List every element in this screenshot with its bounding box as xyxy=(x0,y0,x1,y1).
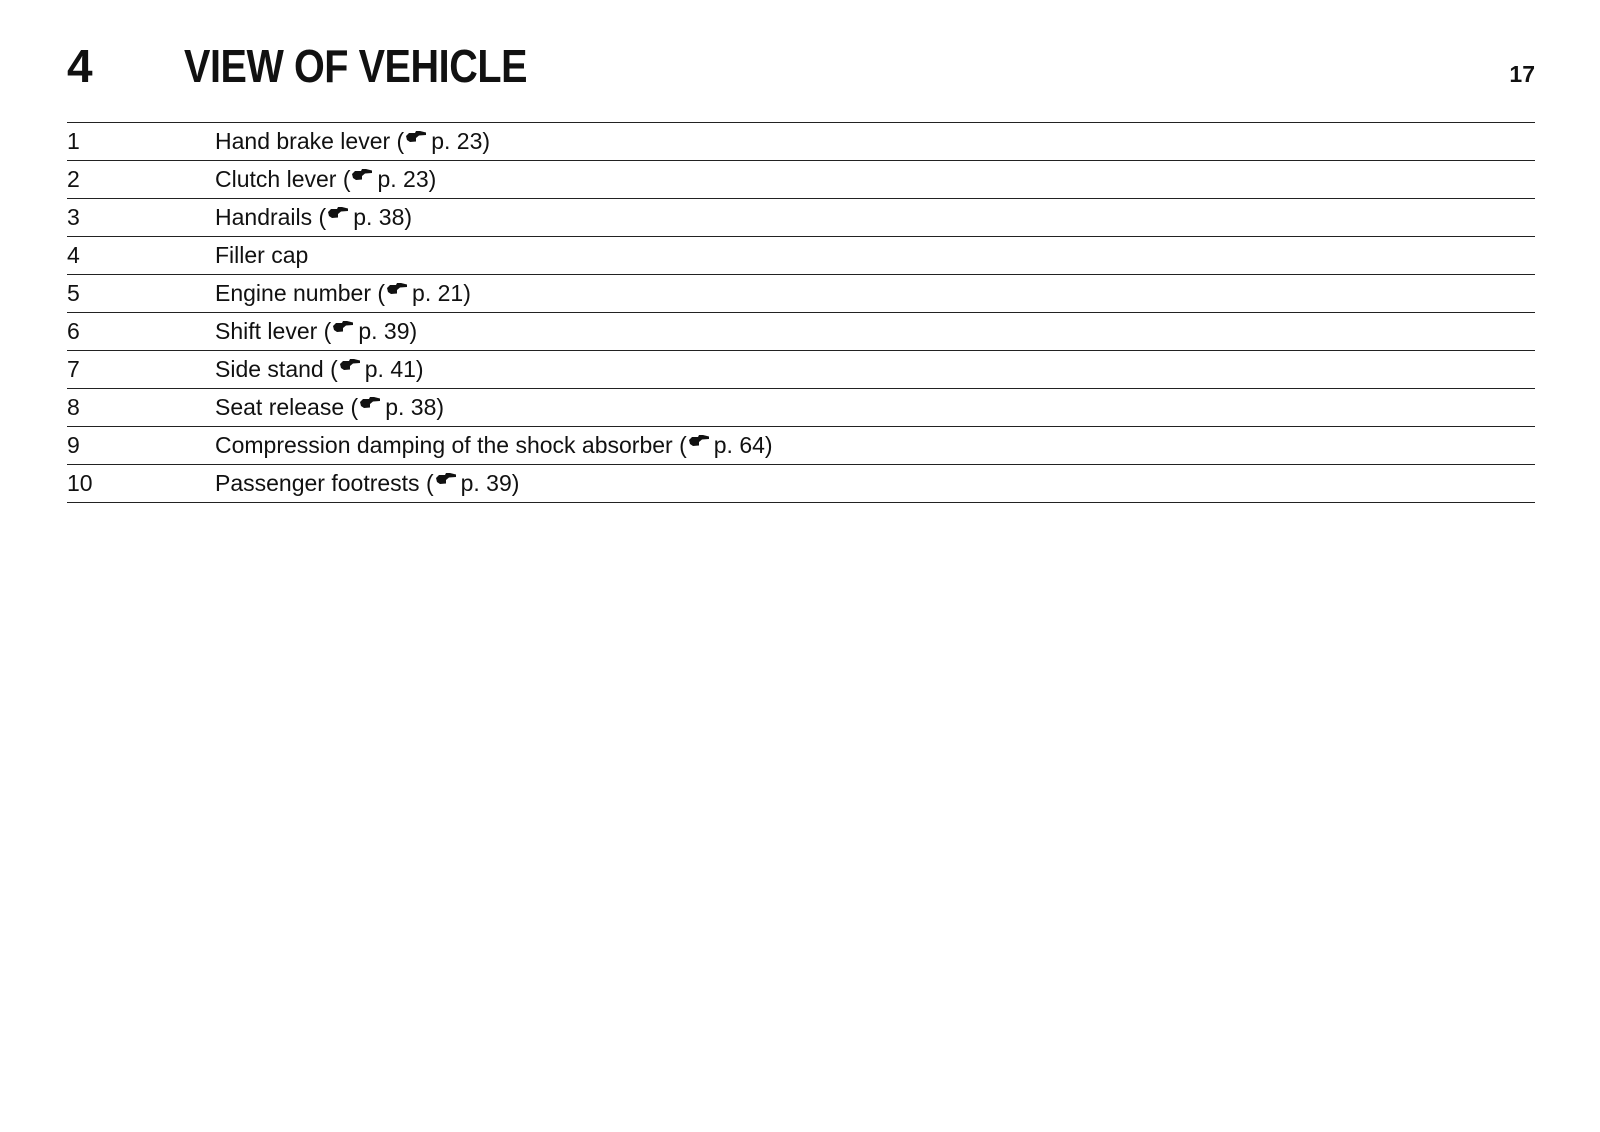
legend-row xyxy=(67,313,1535,351)
legend-row xyxy=(67,427,1535,465)
page-reference-link[interactable]: p. 21) xyxy=(412,280,471,306)
legend-row xyxy=(67,389,1535,427)
page-header xyxy=(67,36,1535,96)
pointing-hand-icon xyxy=(386,282,408,296)
legend-number: 10 xyxy=(67,470,93,496)
legend-text xyxy=(215,123,490,160)
legend-table xyxy=(67,122,1535,503)
legend-number: 5 xyxy=(67,280,80,306)
pointing-hand-icon xyxy=(339,358,361,372)
legend-row xyxy=(67,237,1535,275)
legend-label: Handrails ( xyxy=(215,204,327,230)
legend-label: Passenger footrests ( xyxy=(215,470,434,496)
legend-text xyxy=(215,237,308,274)
legend-row xyxy=(67,351,1535,389)
legend-row xyxy=(67,123,1535,161)
page-reference-link[interactable]: p. 64) xyxy=(713,432,773,458)
legend-label: Clutch lever ( xyxy=(215,166,351,192)
page-reference-link[interactable]: p. 39) xyxy=(460,470,520,496)
legend-text xyxy=(215,313,417,350)
page-reference-link[interactable]: p. 38) xyxy=(353,204,413,230)
legend-number: 3 xyxy=(67,204,80,230)
legend-number: 9 xyxy=(67,432,80,458)
chapter-number: 4 xyxy=(67,40,93,92)
page-reference-link[interactable]: p. 23) xyxy=(431,128,491,154)
legend-number: 8 xyxy=(67,394,80,420)
legend-label: Hand brake lever ( xyxy=(215,128,405,154)
legend-row xyxy=(67,199,1535,237)
legend-label: Side stand ( xyxy=(215,356,338,382)
page-reference-link[interactable]: p. 41) xyxy=(364,356,424,382)
page-reference-link[interactable]: p. 38) xyxy=(385,394,445,420)
legend-number: 6 xyxy=(67,318,80,344)
legend-text xyxy=(215,351,424,388)
legend-number: 7 xyxy=(67,356,80,382)
legend-label: Engine number ( xyxy=(215,280,386,306)
legend-row xyxy=(67,465,1535,503)
pointing-hand-icon xyxy=(688,434,710,448)
legend-text xyxy=(215,389,444,426)
legend-text xyxy=(215,275,471,312)
page-reference-link[interactable]: p. 23) xyxy=(377,166,437,192)
pointing-hand-icon xyxy=(435,472,457,486)
legend-text xyxy=(215,199,412,236)
pointing-hand-icon xyxy=(351,168,373,182)
legend-label: Filler cap xyxy=(215,242,309,268)
legend-row xyxy=(67,275,1535,313)
pointing-hand-icon xyxy=(359,396,381,410)
page-reference-link[interactable]: p. 39) xyxy=(358,318,418,344)
legend-text xyxy=(215,161,436,198)
page-number: 17 xyxy=(1509,61,1535,87)
pointing-hand-icon xyxy=(405,130,427,144)
legend-number: 2 xyxy=(67,166,80,192)
pointing-hand-icon xyxy=(332,320,354,334)
legend-label: Compression damping of the shock absorber ( xyxy=(215,432,687,458)
legend-text xyxy=(215,465,519,502)
legend-number: 1 xyxy=(67,128,80,154)
legend-label: Shift lever ( xyxy=(215,318,332,344)
legend-number: 4 xyxy=(67,242,80,268)
legend-label: Seat release ( xyxy=(215,394,359,420)
legend-text xyxy=(215,427,773,464)
pointing-hand-icon xyxy=(327,206,349,220)
chapter-title: VIEW OF VEHICLE xyxy=(184,40,528,92)
legend-row xyxy=(67,161,1535,199)
